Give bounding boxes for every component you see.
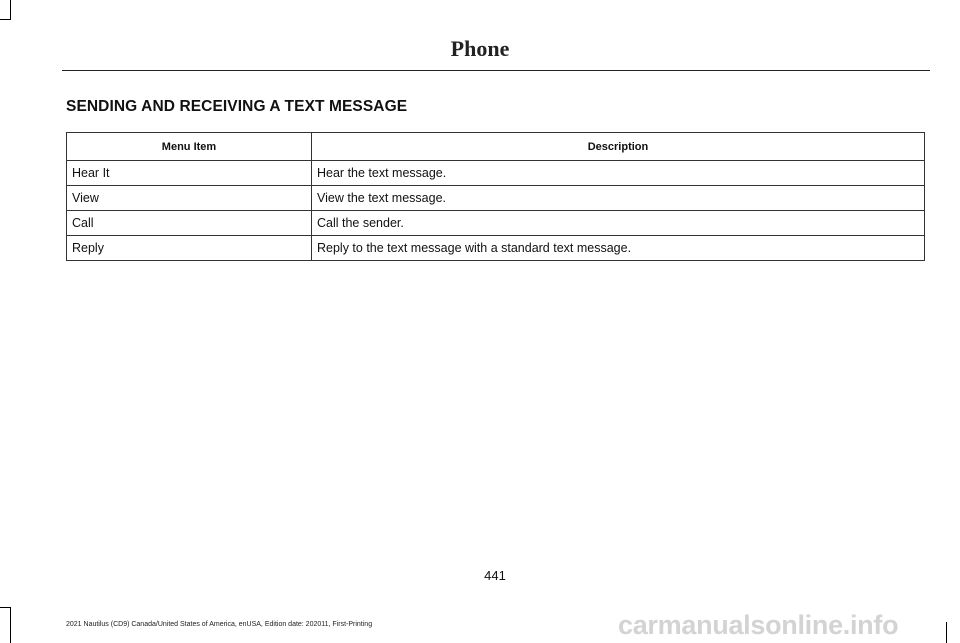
section-title: SENDING AND RECEIVING A TEXT MESSAGE [66, 98, 408, 115]
column-header-description: Description [312, 133, 925, 161]
description-cell: Call the sender. [312, 211, 925, 236]
page-number: 441 [484, 568, 506, 583]
watermark-text: carmanualsonline.info [618, 610, 899, 640]
menu-item-table [66, 132, 925, 261]
crop-mark-bottom-left-vertical [10, 607, 11, 643]
crop-mark-top-left-vertical [10, 0, 11, 20]
menu-item-cell: View [67, 186, 312, 211]
header-divider [62, 70, 930, 71]
description-cell: Reply to the text message with a standard text message. [312, 236, 925, 261]
page-header-title: Phone [450, 36, 510, 61]
menu-item-cell: Call [67, 211, 312, 236]
table-row [67, 161, 925, 186]
crop-mark-bottom-left-horizontal [0, 607, 11, 608]
crop-mark-bottom-right-vertical [946, 622, 947, 643]
table-row [67, 211, 925, 236]
description-cell: View the text message. [312, 186, 925, 211]
menu-item-cell: Hear It [67, 161, 312, 186]
column-header-menu-item: Menu Item [67, 133, 312, 161]
edition-footer: 2021 Nautilus (CD9) Canada/United States of America, enUSA, Edition date: 202011, First-Printing [66, 621, 373, 628]
menu-item-cell: Reply [67, 236, 312, 261]
crop-mark-top-left-horizontal [0, 19, 11, 20]
description-cell: Hear the text message. [312, 161, 925, 186]
table-header-row [67, 133, 925, 161]
table-row [67, 236, 925, 261]
table-row [67, 186, 925, 211]
